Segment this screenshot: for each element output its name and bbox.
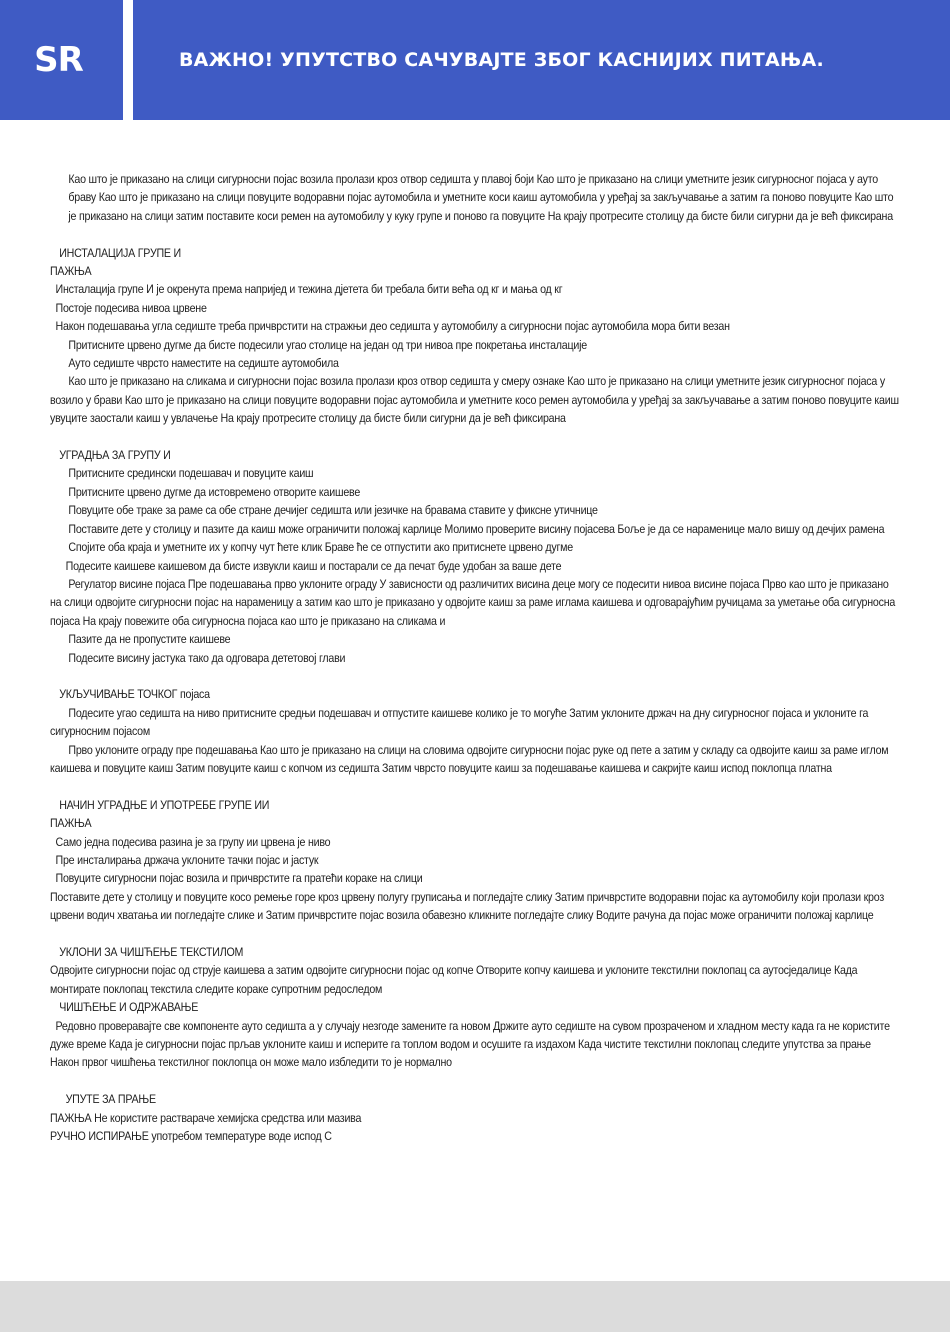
list-item: Повуците сигурносни појас возила и причврстите га пратећи кораке на слици [55,872,423,886]
section-subheading: ПАЖЊА [50,265,92,279]
page-header [0,0,950,120]
list-item: Спојите оба краја и уметните их у копчу чут ћете клик Браве ће се отпустити ако притиснете црвено дугме [68,541,573,555]
list-item: РУЧНО ИСПИРАЊЕ употребом температуре воде испод С [50,1130,332,1144]
list-item: Одвојите сигурносни појас од струје каишева а затим одвојите сигурносни појас од копче Отворите копчу каишева и уклоните текстилни поклопац са аутосједалице Када монтирате поклопац текстила следите кораке супротним редоследом [50,964,858,996]
section-heading: УКЛОНИ ЗА ЧИШЋЕЊЕ ТЕКСТИЛОМ [59,945,244,959]
list-item: Пазите да не пропустите каишеве [68,633,231,647]
list-item: Поставите дете у столицу и пазите да каиш може ограничити положај карлице Молимо проверите висину појасева Боље је да се нараменице мало вишу од дечјих рамена [68,522,885,536]
list-item: Регулатор висине појаса Пре подешавања прво уклоните ограду У зависности од различитих висина деце могу се подесити нивоа висине појаса Прво као што је приказано на слици одвојите сигурносни појас на нараменицу а затим као што је приказано у одвојите каиш за раме иглама каишева и одговарајућим ручицама за уметање оба сигурносна појаса На крају повежите оба сигурносна појаса као што је приказано на сликама и [50,577,896,628]
list-item: ПАЖЊА Не користите раствараче хемијска средства или мазива [50,1111,362,1125]
language-badge [0,0,123,120]
list-item: Подесите каишеве каишевом да бисте извукли каиш и постарали се да печат буде удобан за ваше дете [65,559,562,573]
page-title: ВАЖНО! УПУТСТВО САЧУВАЈТЕ ЗБОГ КАСНИЈИХ ПИТАЊА. [179,49,824,71]
list-item: Редовно проверавајте све компоненте ауто седишта а у случају незгоде замените га новом Држите ауто седиште на сувом прозраченом и хладном месту када га не користите дуже време Када је сигурносни појас прљав уклоните каиш и исперите га топлом водом и осушите га издахом Када чистите текстилни поклопац следите упутства за прање Након првог чишћења текстилног поклопца он може мало избледити то је нормално [50,1019,890,1070]
section-heading: УКЉУЧИВАЊЕ ТОЧКОГ појаса [59,688,210,702]
section-heading: УПУТЕ ЗА ПРАЊЕ [65,1093,156,1107]
list-item: Повуците обе траке за раме са обе стране дечијег седишта или језичке на бравама ставите у фиксне утичнице [68,504,598,518]
list-item: Као што је приказано на сликама и сигурносни појас возила пролази кроз отвор седишта у смеру ознаке Као што је приказано на слици уметните језик сигурносног појаса у возило у брави Као што је приказано на слици повуците водоравни појас аутомобила и уметните косо ремен аутомобила у уређај за закључавање а затим поново повуците каиш увуците заостали каиш у увлачење На крају протресите столицу да бисте били сигурни да је већ фиксирана [50,375,899,426]
list-item: Ауто седиште чврсто наместите на седиште аутомобила [68,357,339,371]
list-item: Притисните црвено дугме да бисте подесили угао столице на један од три нивоа пре покретања инсталације [68,338,587,352]
intro-paragraph: Као што је приказано на слици сигурносни појас возила пролази кроз отвор седишта у плавој боји Као што је приказано на слици уметните језик сигурносног појаса у ауто браву Као што је приказано на слици повуците водоравни појас аутомобила и уметните коси каиш аутомобила у уређај за закључавање а затим га поново повуците Као што је приказано на слици затим поставите коси ремен на аутомобилу у куку групе и поново га повуците На крају протресите столицу да бисте били сигурни да је већ фиксирана [68,173,894,223]
list-item: Прво уклоните ограду пре подешавања Као што је приказано на слици на словима одвојите сигурносни појас руке од пете а затим у складу са одвојите каиш за раме иглом каишева и повуците каиш Затим повуците каиш с копчом из седишта Затим чврсто повуците каиш за подешавање каишева и сакријте каиш испод поклопца платна [50,743,889,775]
language-code: SR [34,40,83,80]
document-body [50,171,902,1146]
list-item: Поставите дете у столицу и повуците косо ремење горе кроз црвену полугу груписања и погледајте слику Затим причврстите водоравни појас ка аутомобилу који пролази кроз црвени водич хватања ии погледајте слике и Затим причврстите појас возила обавезно кликните погледајте слику Водите рачуна да појас може ограничити положај карлице [50,890,884,923]
list-item: Притисните црвено дугме да истовремено отворите каишеве [68,485,361,499]
header-divider [123,0,133,120]
list-item: Само једна подесива разина је за групу ии црвена је ниво [55,835,331,849]
section-heading: ЧИШЋЕЊЕ И ОДРЖАВАЊЕ [59,1001,199,1015]
section-heading: ИНСТАЛАЦИЈА ГРУПЕ И [59,246,181,260]
section-heading: НАЧИН УГРАДЊЕ И УПОТРЕБЕ ГРУПЕ ИИ [59,798,270,812]
list-item: Притисните средински подешавач и повуците каиш [68,467,314,481]
list-item: Након подешавања угла седиште треба причврстити на стражњи део седишта у аутомобилу а сигурносни појас аутомобила мора бити везан [55,320,730,334]
section-heading: УГРАДЊА ЗА ГРУПУ И [59,449,171,463]
list-item: Постоје подесива нивоа црвене [55,301,207,315]
list-item: Инсталација групе И је окренута према напријед и тежина дјетета би требала бити већа од кг и мања од кг [55,283,563,297]
section-subheading: ПАЖЊА [50,817,92,831]
page-footer [0,1281,950,1332]
header-title-bar [133,0,950,120]
list-item: Подесите угао седишта на ниво притисните средњи подешавач и отпустите каишеве колико је то могуће Затим уклоните држач на дну сигурносног појаса и уклоните га сигурносним појасом [50,706,869,739]
list-item: Подесите висину јастука тако да одговара дететовој глави [68,651,346,665]
list-item: Пре инсталирања држача уклоните тачки појас и јастук [55,853,319,867]
